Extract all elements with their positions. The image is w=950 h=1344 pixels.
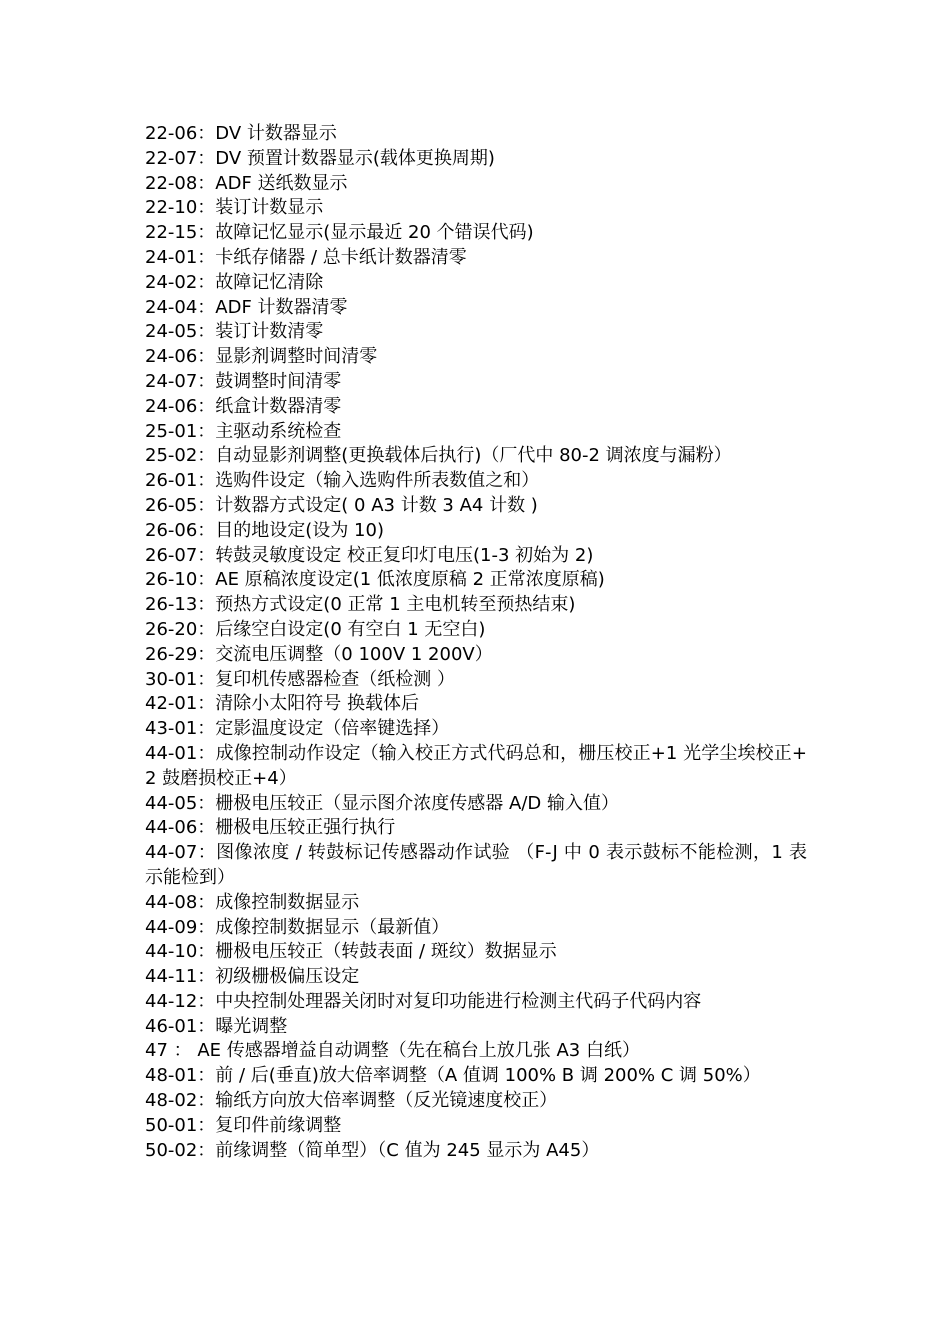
text-line-46-01: 46-01：曝光调整 xyxy=(145,1015,288,1037)
text-line-26-05: 26-05：计数器方式设定( 0 A3 计数 3 A4 计数 ) xyxy=(145,494,538,516)
text-line-24-05: 24-05：装订计数清零 xyxy=(145,321,324,343)
text-line-30-01: 30-01：复印机传感器检查（纸检测 ） xyxy=(145,668,456,690)
text-line-25-01: 25-01：主驱动系统检查 xyxy=(145,420,342,442)
text-line-47: 47 ： AE 传感器增益自动调整（先在稿台上放几张 A3 白纸） xyxy=(145,1040,640,1062)
text-line-26-20: 26-20：后缘空白设定(0 有空白 1 无空白) xyxy=(145,618,486,640)
text-line-24-02: 24-02：故障记忆清除 xyxy=(145,271,324,293)
text-line-42-01: 42-01：清除小太阳符号 换载体后 xyxy=(145,693,420,715)
text-line-44-05: 44-05：栅极电压较正（显示图介浓度传感器 A/D 输入值） xyxy=(145,792,619,814)
text-line-50-01: 50-01：复印件前缘调整 xyxy=(145,1114,342,1136)
text-line-44-08: 44-08：成像控制数据显示 xyxy=(145,891,360,913)
document-body xyxy=(145,122,807,1163)
text-line-26-29: 26-29：交流电压调整（0 100V 1 200V） xyxy=(145,643,493,665)
text-line-22-08: 22-08：ADF 送纸数显示 xyxy=(145,172,348,194)
text-line-22-15: 22-15：故障记忆显示(显示最近 20 个错误代码) xyxy=(145,222,534,244)
text-line-24-04: 24-04：ADF 计数器清零 xyxy=(145,296,348,318)
text-line-26-06: 26-06：目的地设定(设为 10) xyxy=(145,519,384,541)
text-line-48-01: 48-01：前 / 后(垂直)放大倍率调整（A 值调 100% B 调 200% C 调 50%） xyxy=(145,1065,761,1087)
text-line-43-01: 43-01：定影温度设定（倍率键选择） xyxy=(145,718,450,740)
text-line-24-06-developer: 24-06：显影剂调整时间清零 xyxy=(145,346,378,368)
text-line-24-06-tray: 24-06：纸盒计数器清零 xyxy=(145,395,342,417)
text-line-50-02: 50-02：前缘调整（简单型）（C 值为 245 显示为 A45） xyxy=(145,1139,600,1161)
text-line-44-12: 44-12：中央控制处理器关闭时对复印功能进行检测主代码子代码内容 xyxy=(145,990,702,1012)
text-line-25-02: 25-02：自动显影剂调整(更换载体后执行)（厂代中 80-2 调浓度与漏粉） xyxy=(145,445,732,467)
text-line-26-10: 26-10：AE 原稿浓度设定(1 低浓度原稿 2 正常浓度原稿) xyxy=(145,569,605,591)
text-line-48-02: 48-02：输纸方向放大倍率调整（反光镜速度校正） xyxy=(145,1090,558,1112)
text-line-44-01: 44-01：成像控制动作设定（输入校正方式代码总和，栅压校正+1 光学尘埃校正+2 鼓磨损校正+4） xyxy=(145,742,807,789)
text-line-22-10: 22-10：装订计数显示 xyxy=(145,197,324,219)
text-line-44-10: 44-10：栅极电压较正（转鼓表面 / 斑纹）数据显示 xyxy=(145,941,557,963)
text-line-44-09: 44-09：成像控制数据显示（最新值） xyxy=(145,916,450,938)
text-line-24-01: 24-01：卡纸存储器 / 总卡纸计数器清零 xyxy=(145,246,467,268)
text-line-44-11: 44-11：初级栅极偏压设定 xyxy=(145,966,360,988)
text-line-44-07: 44-07：图像浓度 / 转鼓标记传感器动作试验 （F-J 中 0 表示鼓标不能检测，1 表示能检到） xyxy=(145,842,807,888)
text-line-24-07: 24-07：鼓调整时间清零 xyxy=(145,370,342,392)
text-line-22-07: 22-07：DV 预置计数器显示(载体更换周期) xyxy=(145,147,495,169)
text-line-26-13: 26-13：预热方式设定(0 正常 1 主电机转至预热结束) xyxy=(145,594,576,616)
text-line-26-01: 26-01：选购件设定（输入选购件所表数值之和） xyxy=(145,470,540,492)
text-line-22-06: 22-06：DV 计数器显示 xyxy=(145,123,337,144)
text-line-26-07: 26-07：转鼓灵敏度设定 校正复印灯电压(1-3 初始为 2) xyxy=(145,544,594,566)
text-line-44-06: 44-06：栅极电压较正强行执行 xyxy=(145,817,396,839)
